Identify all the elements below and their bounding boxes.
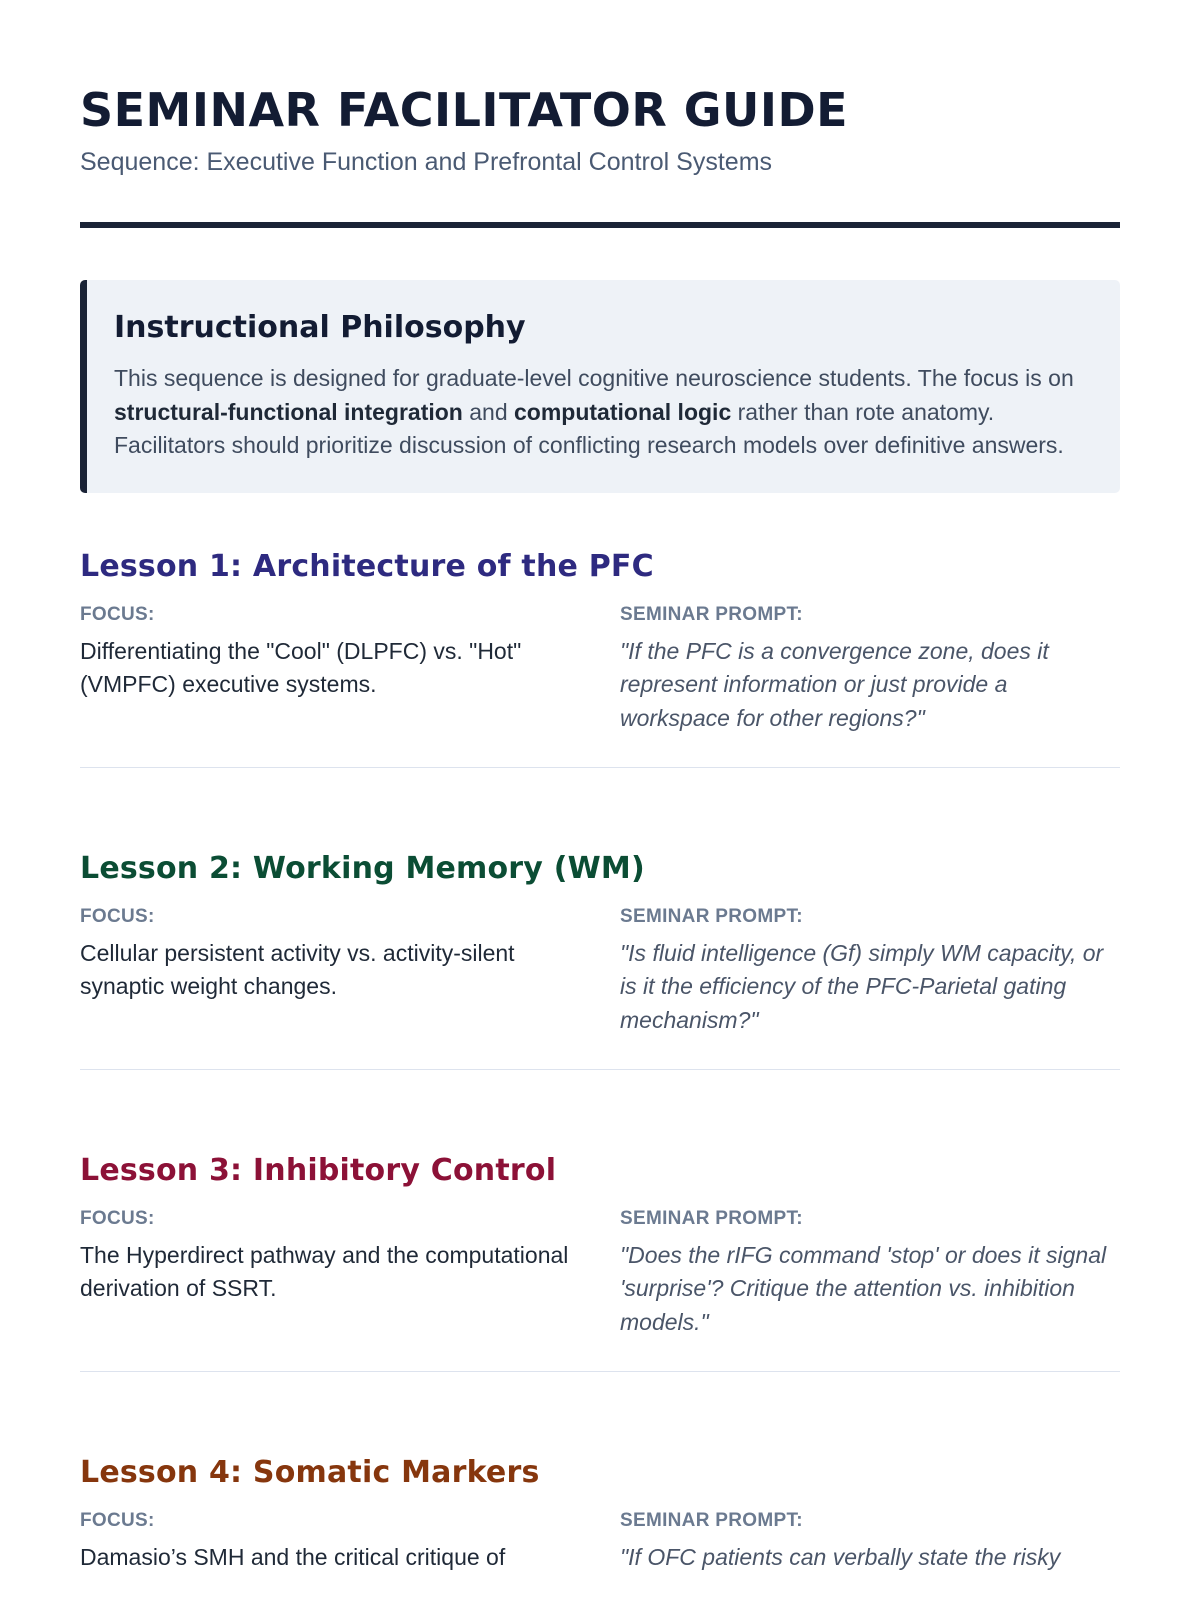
- focus-label: FOCUS:: [80, 1207, 155, 1229]
- lesson-divider: [80, 767, 1120, 768]
- lesson-3: [80, 1149, 1120, 1451]
- focus-text: The Hyperdirect pathway and the computational derivation of SSRT.: [80, 1241, 569, 1301]
- lesson-1: [80, 545, 1120, 847]
- lesson-columns: [80, 1205, 1120, 1340]
- lesson-4: [80, 1451, 1120, 1600]
- lesson-2: [80, 847, 1120, 1149]
- lesson-columns: [80, 903, 1120, 1038]
- philosophy-text-part: rather than rote anatomy. Facilitators should prioritize discussion of conflicting research models over definitive answers.: [114, 398, 1064, 458]
- prompt-label: SEMINAR PROMPT:: [620, 603, 803, 625]
- focus-column: [80, 1205, 620, 1340]
- philosophy-callout: [80, 280, 1120, 493]
- prompt-label: SEMINAR PROMPT:: [620, 1207, 803, 1229]
- prompt-label: SEMINAR PROMPT:: [620, 1509, 803, 1531]
- focus-text: Cellular persistent activity vs. activity-silent synaptic weight changes.: [80, 939, 515, 999]
- philosophy-text-part: This sequence is designed for graduate-level cognitive neuroscience students. The focus is on: [114, 365, 1074, 391]
- philosophy-text-part: and: [462, 398, 514, 425]
- prompt-column: [620, 601, 1120, 736]
- lesson-columns: [80, 601, 1120, 736]
- focus-column: [80, 601, 620, 736]
- focus-label: FOCUS:: [80, 603, 155, 625]
- lesson-columns: [80, 1507, 1120, 1575]
- focus-column: [80, 903, 620, 1038]
- lesson-divider: [80, 1371, 1120, 1372]
- lesson-list: [80, 545, 1120, 1600]
- lesson-title: Lesson 2: Working Memory (WM): [80, 850, 645, 886]
- prompt-text: "Is fluid intelligence (Gf) simply WM capacity, or is it the efficiency of the PFC-Parietal gating mechanism?": [620, 939, 1104, 1033]
- prompt-column: [620, 1205, 1120, 1340]
- page-title: SEMINAR FACILITATOR GUIDE: [80, 83, 849, 137]
- lesson-title: Lesson 3: Inhibitory Control: [80, 1152, 557, 1188]
- focus-label: FOCUS:: [80, 1509, 155, 1531]
- lesson-divider: [80, 1069, 1120, 1070]
- page-subtitle: Sequence: Executive Function and Prefrontal Control Systems: [80, 148, 773, 176]
- title-divider: [80, 222, 1120, 228]
- philosophy-heading: Instructional Philosophy: [114, 310, 526, 345]
- focus-column: [80, 1507, 620, 1575]
- prompt-text: "Does the rIFG command 'stop' or does it signal 'surprise'? Critique the attention vs. inhibition models.": [620, 1241, 1107, 1335]
- focus-text: Damasio’s SMH and the critical critique of: [80, 1543, 506, 1570]
- focus-label: FOCUS:: [80, 905, 155, 927]
- prompt-column: [620, 1507, 1120, 1575]
- philosophy-text: [114, 362, 1090, 463]
- prompt-text: "If the PFC is a convergence zone, does it represent information or just provide a workspace for other regions?": [620, 637, 1049, 731]
- focus-text: Differentiating the "Cool" (DLPFC) vs. "Hot" (VMPFC) executive systems.: [80, 637, 522, 697]
- philosophy-emphasis: structural-functional integration: [114, 398, 463, 425]
- philosophy-emphasis: computational logic: [514, 398, 732, 425]
- prompt-column: [620, 903, 1120, 1038]
- prompt-label: SEMINAR PROMPT:: [620, 905, 803, 927]
- lesson-title: Lesson 4: Somatic Markers: [80, 1454, 540, 1490]
- lesson-title: Lesson 1: Architecture of the PFC: [80, 548, 654, 584]
- prompt-text: "If OFC patients can verbally state the risky: [620, 1543, 1061, 1570]
